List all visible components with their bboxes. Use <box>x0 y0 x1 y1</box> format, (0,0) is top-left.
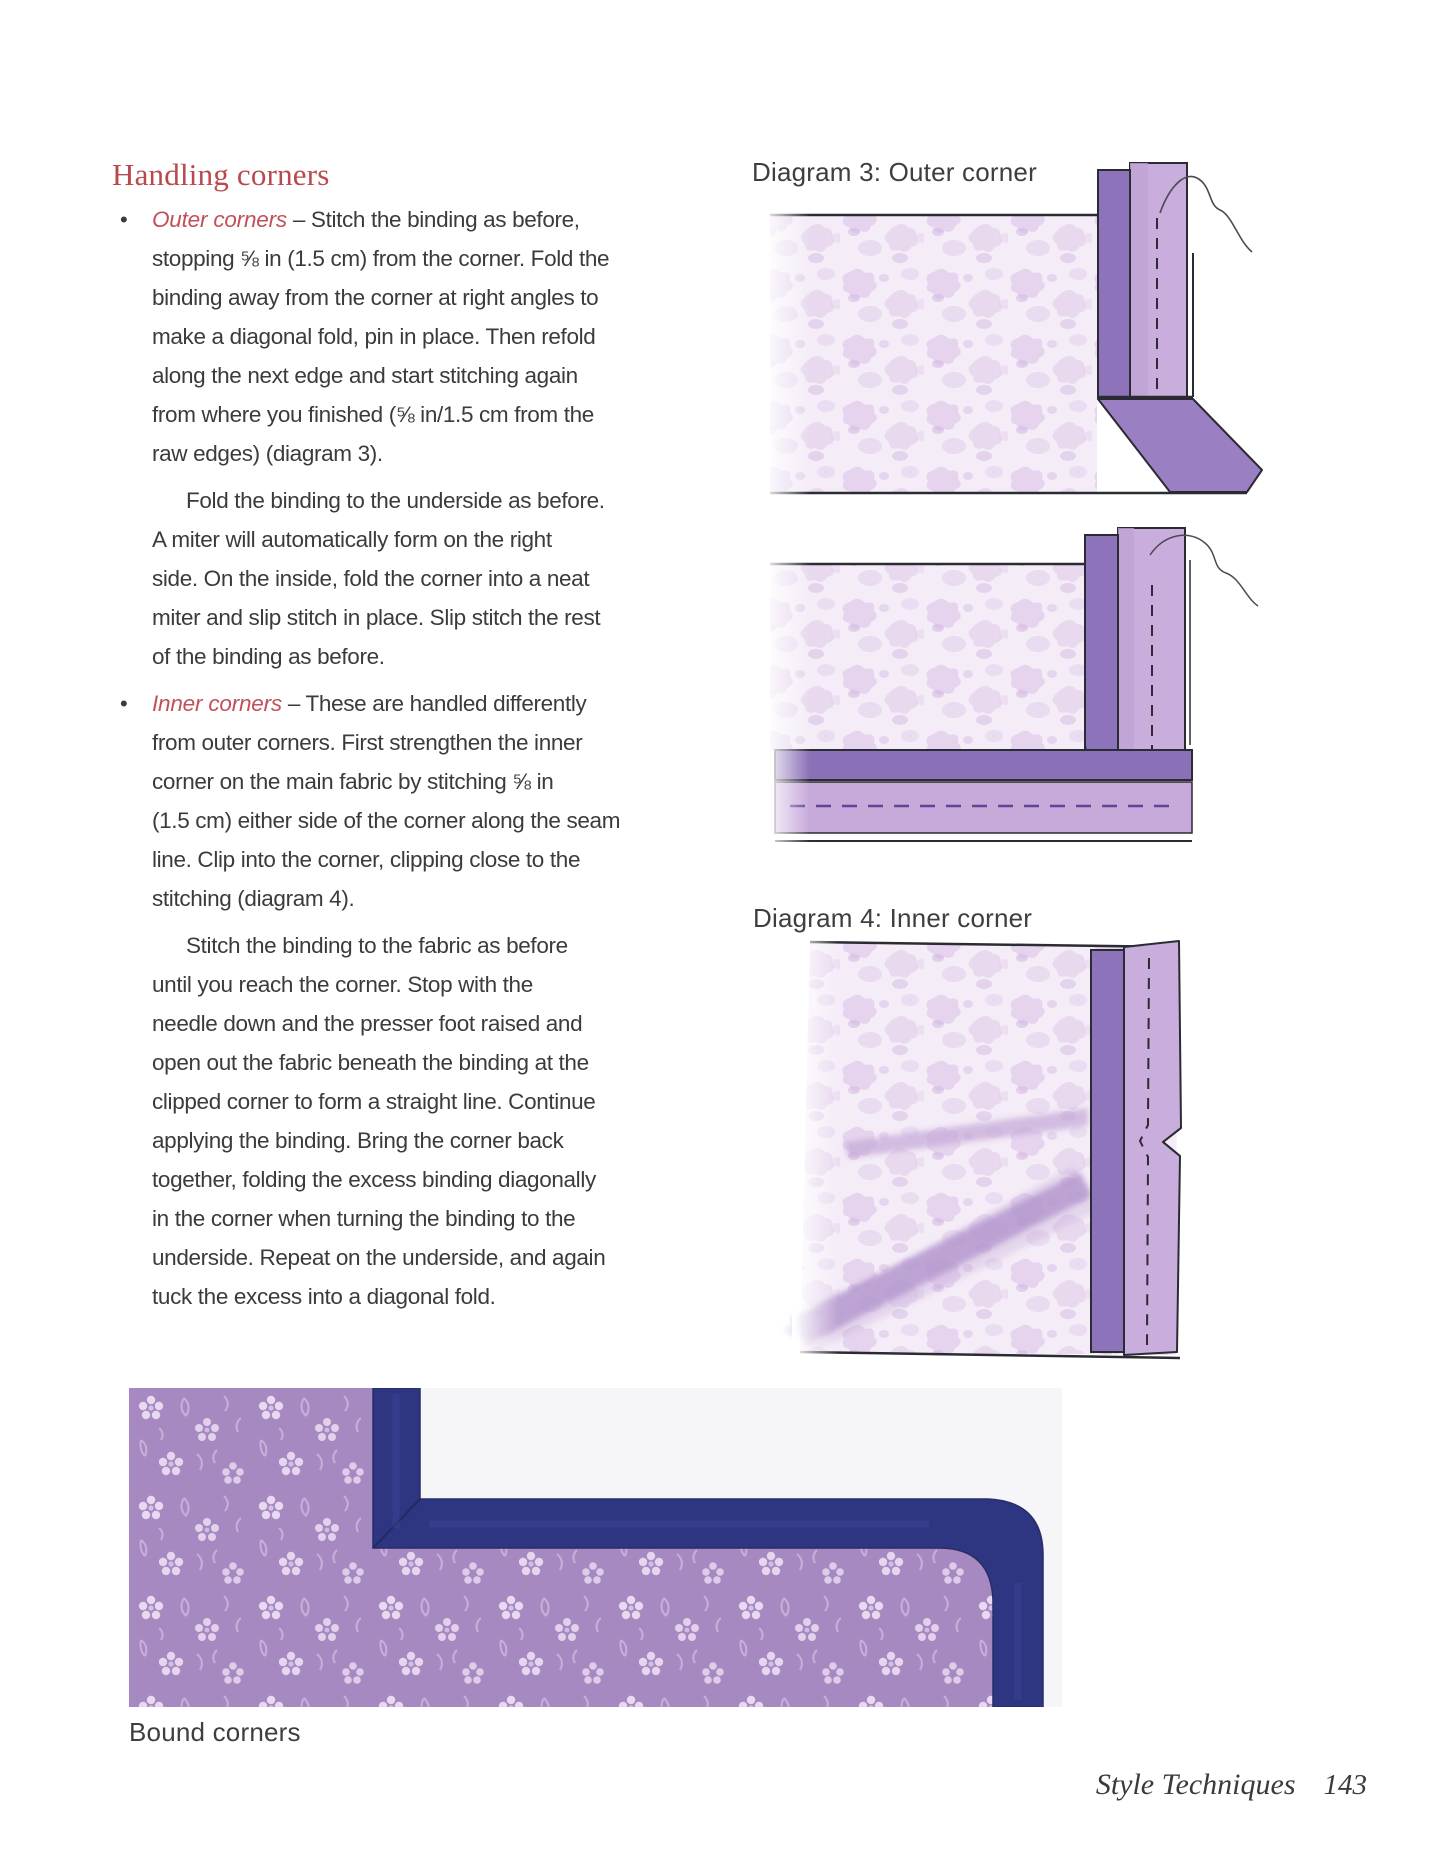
diagram3-step1-illustration <box>762 163 1262 500</box>
bound-corners-photo <box>129 1388 1062 1707</box>
text-line: open out the fabric beneath the binding at the <box>152 1050 589 1075</box>
text-column <box>110 156 630 1316</box>
bullet-text: – These are handled differently <box>281 691 587 716</box>
text-line: Stitch the binding to the fabric as before <box>186 933 568 958</box>
diagram4-illustration <box>784 936 1181 1358</box>
text-line: needle down and the presser foot raised and <box>152 1011 583 1036</box>
text-line: (1.5 cm) either side of the corner along the seam <box>152 808 621 833</box>
text-line: until you reach the corner. Stop with the <box>152 972 533 997</box>
binding-diagrams <box>640 150 1270 1381</box>
text-line: along the next edge and start stitching again <box>152 363 578 388</box>
text-line: make a diagonal fold, pin in place. Then refold <box>152 324 596 349</box>
text-line: of the binding as before. <box>152 644 385 669</box>
text-line: corner on the main fabric by stitching ⅝ in <box>152 769 554 794</box>
fabric-fade-edge <box>762 208 810 500</box>
text-line: raw edges) (diagram 3). <box>152 441 383 466</box>
bullet-lead: Outer corners <box>152 207 287 232</box>
bullet-lead: Inner corners <box>152 691 282 716</box>
diagram3-step2-illustration <box>762 528 1258 848</box>
diagram3-label: Diagram 3: Outer corner <box>752 157 1037 187</box>
text-line <box>110 200 630 239</box>
binding-strip-dark <box>1091 950 1124 1352</box>
bullet-text: – Stitch the binding as before, <box>286 207 580 232</box>
text-line: tuck the excess into a diagonal fold. <box>152 1284 496 1309</box>
horizontal-binding-band <box>775 750 1192 780</box>
fabric-fade-edge <box>792 936 838 1358</box>
page-number: 143 <box>1323 1769 1367 1801</box>
body-text <box>110 200 630 1316</box>
text-line: stopping ⅝ in (1.5 cm) from the corner. Fold the <box>152 246 610 271</box>
binding-strip-dark <box>1098 170 1130 398</box>
text-line: stitching (diagram 4). <box>152 886 355 911</box>
text-line: underside. Repeat on the underside, and again <box>152 1245 606 1270</box>
diagonal-fold-band <box>1098 399 1262 492</box>
binding-underside-band <box>775 782 1192 833</box>
section-heading: Handling corners <box>112 157 330 192</box>
text-line: together, folding the excess binding diagonally <box>152 1167 596 1192</box>
diagram4-label: Diagram 4: Inner corner <box>753 903 1033 933</box>
text-line: miter and slip stitch in place. Slip stitch the rest <box>152 605 601 630</box>
text-line: clipped corner to form a straight line. Continue <box>152 1089 596 1114</box>
text-line: Fold the binding to the underside as before. <box>186 488 605 513</box>
footer-section-title: Style Techniques <box>1095 1768 1296 1801</box>
text-line: side. On the inside, fold the corner into a neat <box>152 566 590 591</box>
text-line: from outer corners. First strengthen the inner <box>152 730 583 755</box>
text-line: line. Clip into the corner, clipping close to the <box>152 847 581 872</box>
fabric-fade-edge <box>762 558 810 848</box>
bullet-marker: • <box>120 691 128 716</box>
photo-caption: Bound corners <box>129 1717 301 1747</box>
text-line: A miter will automatically form on the right <box>152 527 552 552</box>
text-line: from where you finished (⅝ in/1.5 cm from the <box>152 402 594 427</box>
page-footer <box>1096 1768 1367 1802</box>
bound-corners-photo-image <box>129 1388 1062 1707</box>
fabric-swatch <box>770 215 1097 493</box>
text-line: in the corner when turning the binding to the <box>152 1206 576 1231</box>
binding-strip-dark <box>1085 535 1118 757</box>
bullet-marker: • <box>120 207 128 232</box>
text-line: binding away from the corner at right angles to <box>152 285 599 310</box>
text-line: applying the binding. Bring the corner back <box>152 1128 564 1153</box>
fabric-swatch <box>770 564 1085 750</box>
text-line <box>110 684 630 723</box>
